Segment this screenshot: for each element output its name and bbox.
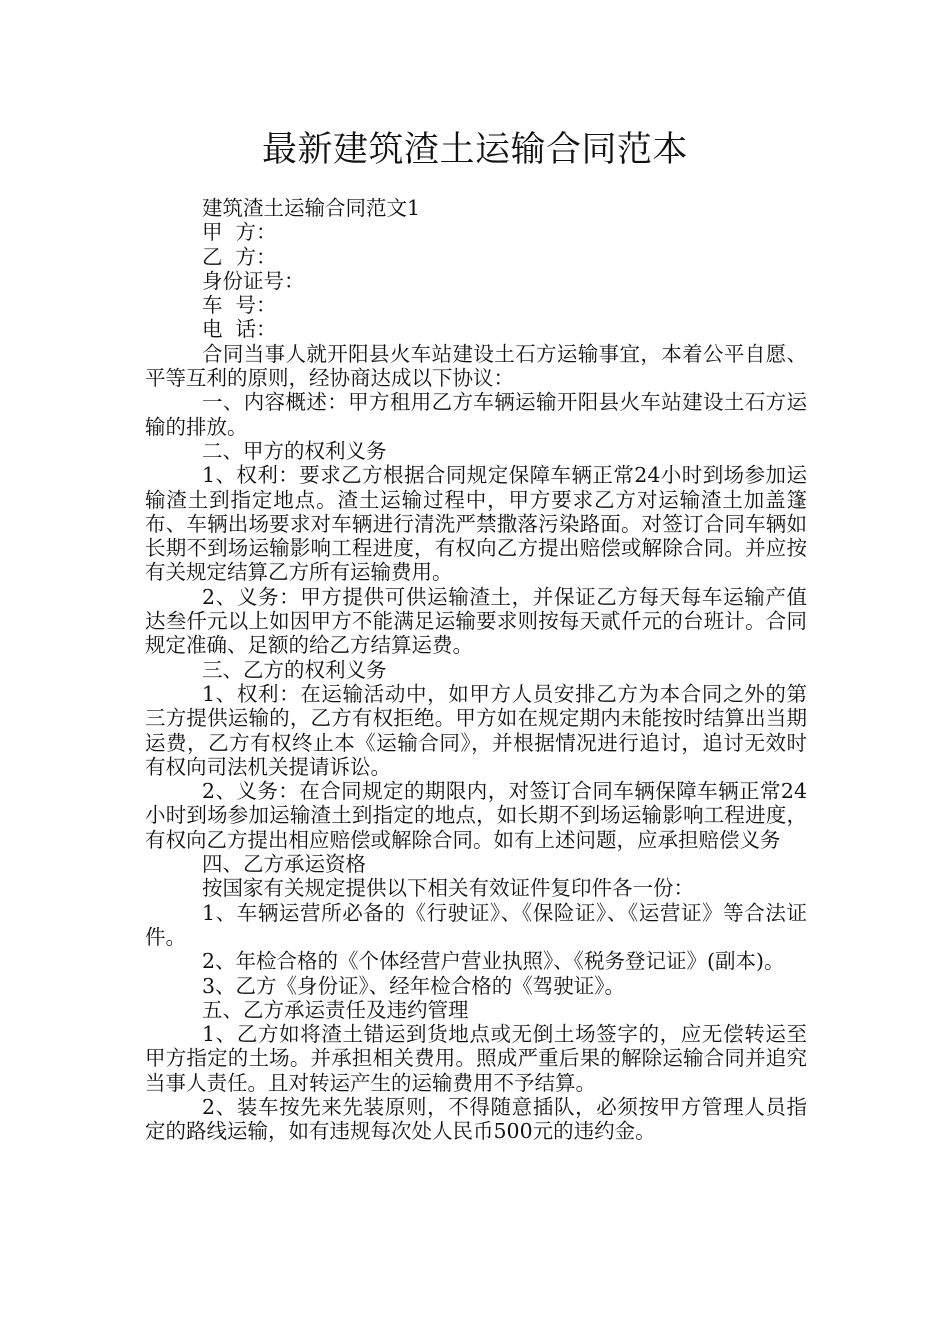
paragraph-party-a-rights: 1、权利：要求乙方根据合同规定保障车辆正常24小时到场参加运输渣土到指定地点。渣土运输过程中，甲方要求乙方对运输渣土加盖篷布、车辆出场要求对车辆进行清洗严禁撒落污染路面。对签订合同车辆如长期不到场运输影响工程进度，有权向乙方提出赔偿或解除合同。并应按有关规定结算乙方所有运输费用。 (145, 463, 807, 585)
paragraph-liability-2: 2、装车按先来先装原则，不得随意插队，必须按甲方管理人员指定的路线运输，如有违规每次处人民币500元的违约金。 (145, 1094, 807, 1144)
paragraph-documents-item-3: 3、乙方《身份证》、经年检合格的《驾驶证》。 (202, 973, 626, 998)
field-party-b: 乙 方： (202, 244, 277, 269)
paragraph-party-b-rights: 1、权利：在运输活动中，如甲方人员安排乙方为本合同之外的第三方提供运输的，乙方有权拒绝。甲方如在规定期内未能按时结算出当期运费，乙方有权终止本《运输合同》，并根据情况进行追讨，追讨无效时有权向司法机关提请诉讼。 (145, 681, 807, 779)
paragraph-subtitle: 建筑渣土运输合同范文1 (202, 196, 421, 220)
paragraph-documents-item-2: 2、年检合格的《个体经营户营业执照》、《税务登记证》(副本)。 (202, 949, 785, 974)
heading-section-5: 五、乙方承运责任及违约管理 (202, 997, 469, 1022)
paragraph-party-a-duties: 2、义务：甲方提供可供运输渣土，并保证乙方每天每车运输产值达叁仟元以上如因甲方不能满足运输要求则按每天贰仟元的台班计。合同规定准确、足额的给乙方结算运费。 (145, 584, 807, 658)
paragraph-party-b-duties: 2、义务：在合同规定的期限内，对签订合同车辆保障车辆正常24小时到场参加运输渣土到指定的地点，如长期不到场运输影响工程进度，有权向乙方提出相应赔偿或解除合同。如有上述问题，应承担赔偿义务 (145, 779, 807, 852)
paragraph-documents-item-1: 1、车辆运营所必备的《行驶证》、《保险证》、《运营证》等合法证件。 (145, 900, 807, 949)
document-title: 最新建筑渣土运输合同范本 (261, 130, 688, 170)
field-vehicle-number: 车 号： (202, 293, 277, 318)
heading-section-2: 二、甲方的权利义务 (202, 438, 387, 463)
document-body (145, 196, 807, 1144)
paragraph-liability-1: 1、乙方如将渣土错运到货地点或无倒土场签字的，应无偿转运至甲方指定的土场。并承担相关费用。照成严重后果的解除运输合同并追究当事人责任。且对转运产生的运输费用不予结算。 (145, 1022, 807, 1095)
paragraph-section-1: 一、内容概述：甲方租用乙方车辆运输开阳县火车站建设土石方运输的排放。 (145, 390, 807, 439)
field-id-number: 身份证号： (202, 268, 305, 293)
heading-section-3: 三、乙方的权利义务 (202, 657, 387, 682)
field-phone: 电 话： (202, 317, 277, 342)
heading-section-4: 四、乙方承运资格 (202, 852, 366, 877)
paragraph-preamble: 合同当事人就开阳县火车站建设土石方运输事宜，本着公平自愿、平等互利的原则，经协商达成以下协议： (145, 341, 807, 391)
paragraph-documents-intro: 按国家有关规定提供以下相关有效证件复印件各一份： (202, 876, 694, 901)
field-party-a: 甲 方： (202, 220, 277, 245)
